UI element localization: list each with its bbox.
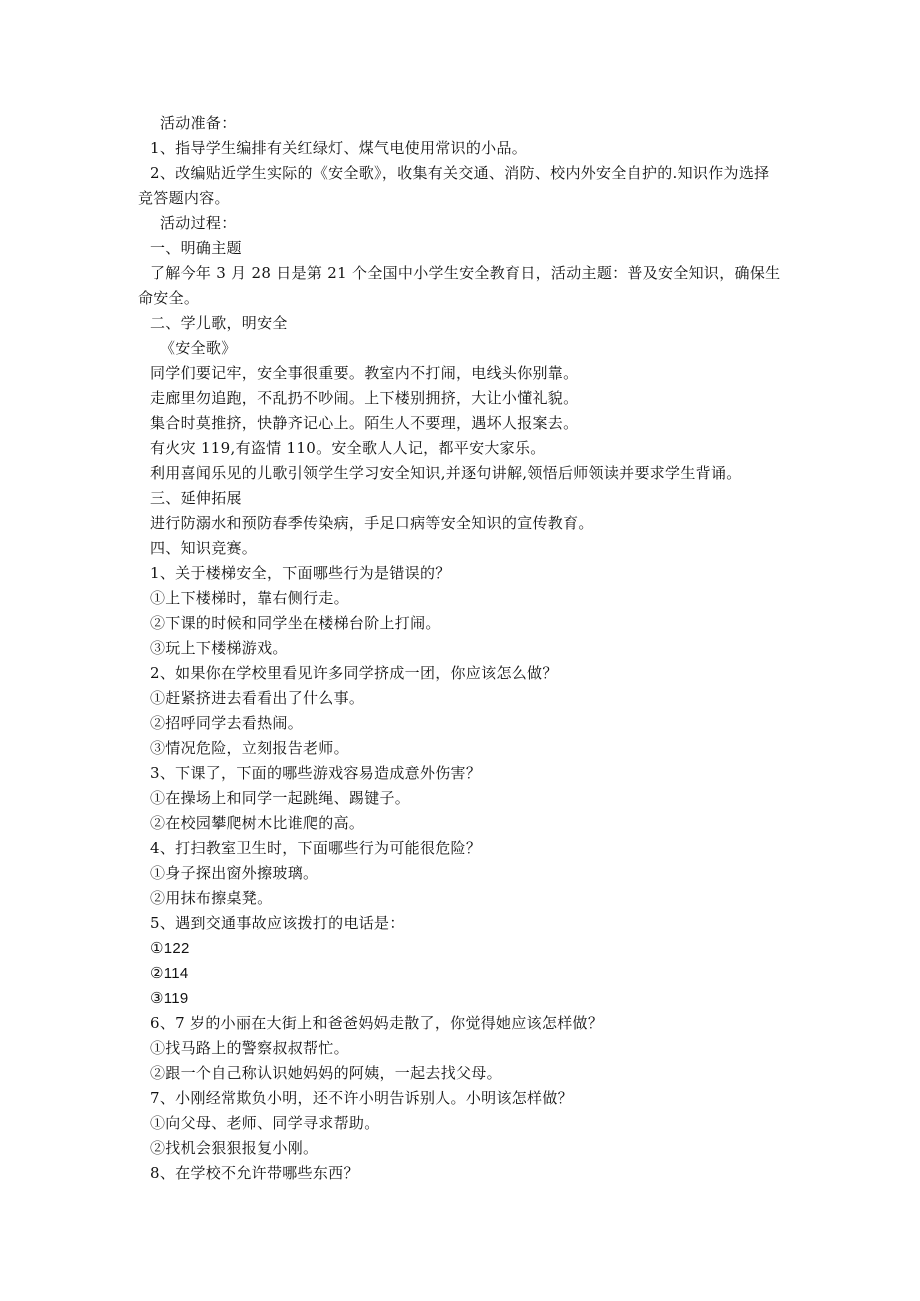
section-heading: 三、延伸拓展	[150, 489, 242, 507]
quiz-option: ①赶紧挤进去看看出了什么事。	[150, 689, 365, 707]
quiz-option: ②用抹布擦桌凳。	[150, 889, 273, 907]
quiz-option: ①找马路上的警察叔叔帮忙。	[150, 1039, 349, 1057]
text-line: 进行防溺水和预防春季传染病，手足口病等安全知识的宣传教育。	[150, 514, 594, 532]
quiz-option: ②114	[150, 965, 189, 982]
song-line: 走廊里勿追跑，不乱扔不吵闹。上下楼别拥挤，大让小懂礼貌。	[150, 389, 579, 407]
quiz-option: ③119	[150, 990, 189, 1007]
text-line: 活动过程：	[160, 214, 237, 232]
text-line: 1、指导学生编排有关红绿灯、煤气电使用常识的小品。	[150, 139, 528, 157]
song-title: 《安全歌》	[160, 339, 237, 357]
quiz-question: 4、打扫教室卫生时，下面哪些行为可能很危险？	[150, 839, 482, 857]
quiz-option: ③玩上下楼梯游戏。	[150, 639, 288, 657]
quiz-question: 7、小刚经常欺负小明，还不许小明告诉别人。小明该怎样做？	[150, 1089, 573, 1107]
section-heading: 二、学儿歌，明安全	[150, 314, 288, 332]
quiz-option: ①在操场上和同学一起跳绳、踢键子。	[150, 789, 411, 807]
song-line: 有火灾 119,有盗情 110。安全歌人人记，都平安大家乐。	[150, 439, 546, 457]
text-line: 2、改编贴近学生实际的《安全歌》，收集有关交通、消防、校内外安全自护的.知识作为选择	[150, 164, 770, 182]
quiz-option: ③情况危险，立刻报告老师。	[150, 739, 349, 757]
song-line: 同学们要记牢，安全事很重要。教室内不打闹，电线头你别靠。	[150, 364, 579, 382]
section-heading: 四、知识竞赛。	[150, 539, 258, 557]
document-body	[138, 111, 798, 1186]
quiz-option: ②找机会狠狠报复小刚。	[150, 1139, 319, 1157]
quiz-question: 6、7 岁的小丽在大街上和爸爸妈妈走散了，你觉得她应该怎样做？	[150, 1014, 604, 1032]
quiz-option: ①身子探出窗外擦玻璃。	[150, 864, 319, 882]
quiz-question: 2、如果你在学校里看见许多同学挤成一团，你应该怎么做？	[150, 664, 558, 682]
quiz-option: ①向父母、老师、同学寻求帮助。	[150, 1114, 380, 1132]
quiz-question: 8、在学校不允许带哪些东西？	[150, 1164, 359, 1182]
quiz-option: ①上下楼梯时，靠右侧行走。	[150, 589, 349, 607]
quiz-option: ②招呼同学去看热闹。	[150, 714, 304, 732]
text-line: 活动准备：	[160, 114, 237, 132]
section-heading: 一、明确主题	[150, 239, 242, 257]
text-line: 利用喜闻乐见的儿歌引领学生学习安全知识,并逐句讲解,领悟后师领读并要求学生背诵。	[150, 464, 742, 482]
text-line: 竞答题内容。	[138, 189, 230, 207]
quiz-question: 3、下课了，下面的哪些游戏容易造成意外伤害？	[150, 764, 482, 782]
quiz-question: 5、遇到交通事故应该拨打的电话是：	[150, 914, 405, 932]
quiz-option: ②跟一个自己称认识她妈妈的阿姨，一起去找父母。	[150, 1064, 502, 1082]
text-line: 命安全。	[138, 289, 200, 307]
quiz-option: ②在校园攀爬树木比谁爬的高。	[150, 814, 365, 832]
quiz-question: 1、关于楼梯安全，下面哪些行为是错误的？	[150, 564, 451, 582]
text-line: 了解今年 3 月 28 日是第 21 个全国中小学生安全教育日，活动主题：普及安全知识，确保生	[150, 264, 781, 282]
quiz-option: ①122	[150, 940, 190, 957]
song-line: 集合时莫推挤，快静齐记心上。陌生人不要理，遇坏人报案去。	[150, 414, 579, 432]
quiz-option: ②下课的时候和同学坐在楼梯台阶上打闹。	[150, 614, 441, 632]
